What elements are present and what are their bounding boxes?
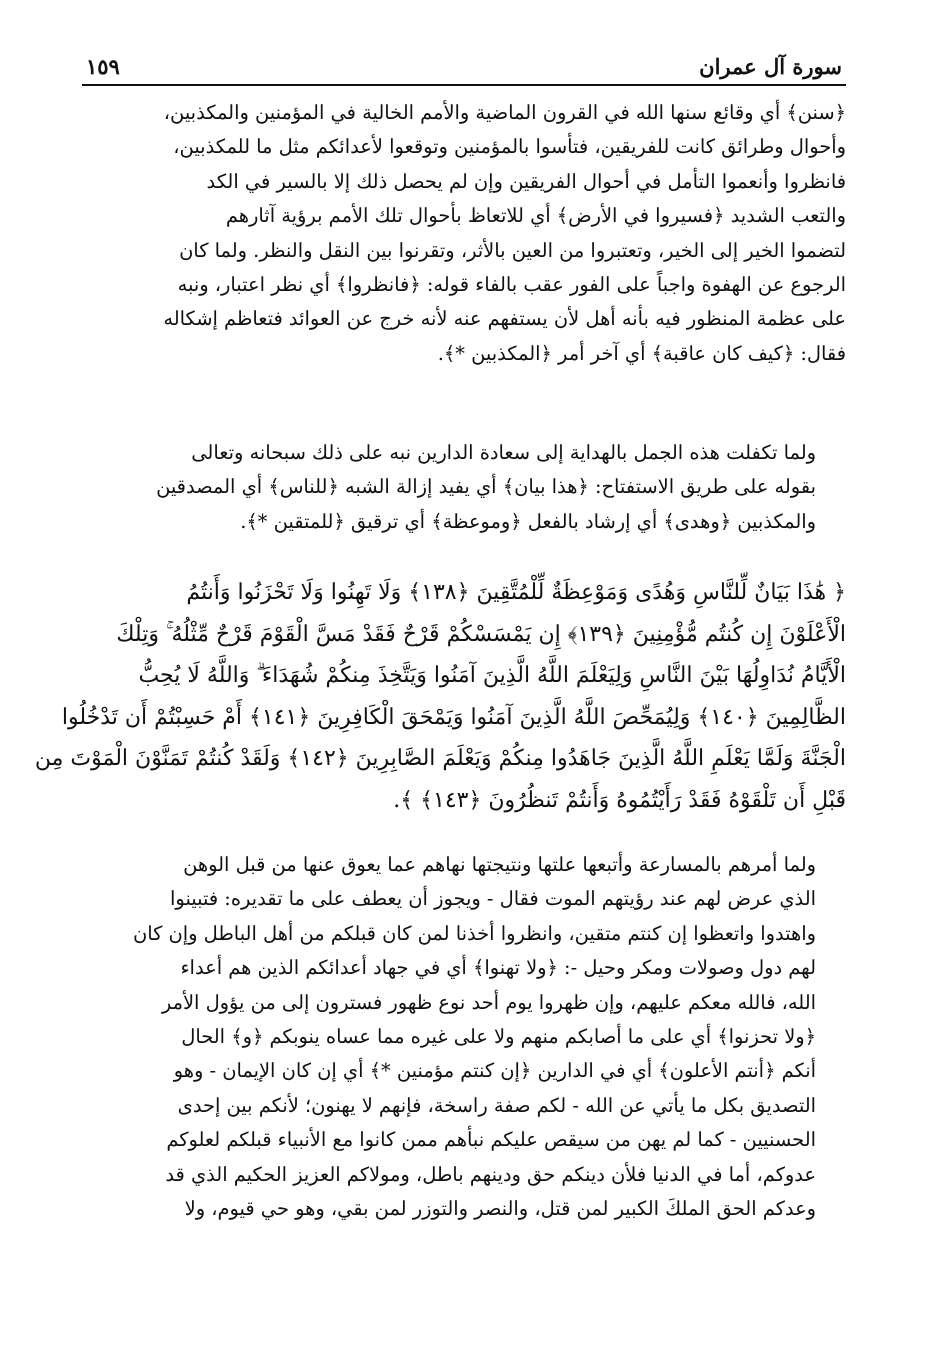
- page-header: [82, 52, 846, 86]
- text-line: التصديق بكل ما يأتي عن الله - لكم صفة راسخة، فإنهم لا يهنون؛ لأنكم بين إحدى: [177, 1093, 816, 1117]
- text-line: ولما تكفلت هذه الجمل بالهداية إلى سعادة الدارين نبه على ذلك سبحانه وتعالى: [191, 441, 816, 464]
- verse-line: الْأَيَّامُ نُدَاوِلُهَا بَيْنَ النَّاسِ وَلِيَعْلَمَ اللَّهُ الَّذِينَ آمَنُوا وَيَتَّخِذَ مِنكُمْ شُهَدَاءَ ۗ وَاللَّهُ لَا يُحِبُّ: [138, 663, 846, 688]
- text-line: والتعب الشديد ﴿فسيروا في الأرض﴾ أي للاتعاظ بأحوال تلك الأمم برؤية آثارهم: [225, 204, 846, 228]
- commentary-paragraph-1: [82, 96, 846, 371]
- text-line: والمكذبين ﴿وهدى﴾ أي إرشاد بالفعل ﴿وموعظة﴾ أي ترقيق ﴿للمتقين *﴾.: [240, 509, 816, 533]
- page-number: ١٥٩: [86, 54, 120, 79]
- text-line: لهم دول وصولات ومكر وحيل -: ﴿ولا تهنوا﴾ أي في جهاد أعدائكم الذين هم أعداء: [180, 956, 816, 980]
- text-line: وعدكم الحق الملكَ الكبير لمن قتل، والنصر والتوزر لمن بقي، وهو حي قيوم، ولا: [184, 1197, 816, 1221]
- verse-line: قَبْلِ أَن تَلْقَوْهُ فَقَدْ رَأَيْتُمُوهُ وَأَنتُمْ تَنظُرُونَ ﴿١٤٣﴾ ﴾.: [393, 787, 846, 813]
- text-line: فقال: ﴿كيف كان عاقبة﴾ أي آخر أمر ﴿المكذبين *﴾.: [437, 341, 846, 365]
- text-line: أنكم ﴿أنتم الأعلون﴾ أي في الدارين ﴿إن كنتم مؤمنين *﴾ أي إن كان الإيمان - وهو: [173, 1059, 816, 1083]
- commentary-paragraph-3: [82, 848, 846, 1226]
- text-line: الحسنيين - كما لم يهن من سيقص عليكم نبأهم ممن كانوا مع الأنبياء قبلكم لعلوكم: [166, 1128, 816, 1152]
- text-line: واهتدوا واتعظوا إن كنتم متقين، وانظروا أخذنا لمن كان قبلكم من أهل الباطل وإن كان: [132, 921, 816, 945]
- text-line: ﴿سنن﴾ أي وقائع سنها الله في القرون الماضية والأمم الخالية في المؤمنين والمكذبين،: [163, 101, 846, 124]
- commentary-paragraph-2: [82, 436, 846, 539]
- text-line: عدوكم، أما في الدنيا فلأن دينكم حق ودينهم باطل، ومولاكم العزيز الحكيم الذي قد: [165, 1162, 816, 1186]
- text-line: لتضموا الخير إلى الخير، وتعتبروا من العين بالأثر، وتقرنوا بين النقل والنظر. ولما كان: [179, 238, 846, 262]
- quran-verse-block: [34, 572, 846, 821]
- text-line: الله، فالله معكم عليهم، وإن ظهروا يوم أحد نوع ظهور فسترون إلى من يؤول الأمر: [161, 990, 816, 1014]
- verse-line: الظَّالِمِينَ ﴿١٤٠﴾ وَلِيُمَحِّصَ اللَّهُ الَّذِينَ آمَنُوا وَيَمْحَقَ الْكَافِرِينَ ﴿١٤١﴾ أَمْ حَسِبْتُمْ أَن تَدْخُلُوا: [61, 704, 846, 730]
- surah-title: سورة آل عمران: [699, 54, 842, 79]
- text-line: وأحوال وطرائق كانت للفريقين، فتأسوا بالمؤمنين وتوقعوا لأعدائكم مثل ما للمكذبين،: [173, 135, 846, 159]
- text-line: ﴿ولا تحزنوا﴾ أي على ما أصابكم منهم ولا على غيره مما عساه ينوبكم ﴿و﴾ الحال: [181, 1025, 816, 1049]
- verse-line: ﴿ هَٰذَا بَيَانٌ لِّلنَّاسِ وَهُدًى وَمَوْعِظَةٌ لِّلْمُتَّقِينَ ﴿١٣٨﴾ وَلَا تَهِنُوا وَلَا تَحْزَنُوا وَأَنتُمُ: [186, 580, 846, 605]
- text-line: على عظمة المنظور فيه بأنه أهل لأن يستفهم عنه لأنه خرج عن العوائد فتعاظم إشكاله: [163, 307, 846, 331]
- text-line: فانظروا وأنعموا التأمل في أحوال الفريقين وإن لم يحصل ذلك إلا بالسير في الكد: [206, 169, 846, 193]
- text-line: ولما أمرهم بالمسارعة وأتبعها علتها ونتيجتها نهاهم عما يعوق عنها من قبل الوهن: [183, 853, 816, 876]
- text-line: الرجوع عن الهفوة واجباً على الفور عقب بالفاء قوله: ﴿فانظروا﴾ أي نظر اعتبار، ونبه: [177, 273, 846, 297]
- text-line: بقوله على طريق الاستفتاح: ﴿هذا بيان﴾ أي يفيد إزالة الشبه ﴿للناس﴾ أي المصدقين: [156, 475, 816, 499]
- text-line: الذي عرض لهم عند رؤيتهم الموت فقال - ويجوز أن يعطف على ما تقديره: فتبينوا: [170, 887, 816, 911]
- verse-line: الْجَنَّةَ وَلَمَّا يَعْلَمِ اللَّهُ الَّذِينَ جَاهَدُوا مِنكُمْ وَيَعْلَمَ الصَّابِرِينَ ﴿١٤٢﴾ وَلَقَدْ كُنتُمْ تَمَنَّوْنَ الْمَوْتَ مِن: [34, 746, 846, 771]
- verse-line: الْأَعْلَوْنَ إِن كُنتُم مُّؤْمِنِينَ ﴿١٣٩﴾ إِن يَمْسَسْكُمْ قَرْحٌ فَقَدْ مَسَّ الْقَوْمَ قَرْحٌ مِّثْلُهُ ۚ وَتِلْكَ: [116, 621, 846, 647]
